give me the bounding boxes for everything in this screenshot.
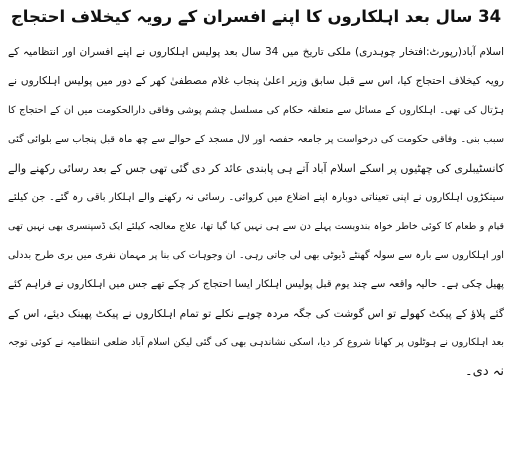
article-line: اسلام آباد(رپورٹ:افتخار چوہدری) ملکی تاریخ میں 34 سال بعد پولیس اہلکاروں نے اپنے افسران اور انتظامیہ کے bbox=[8, 46, 504, 58]
article-line: رویہ کیخلاف احتجاج کیا، اس سے قبل سابق وزیر اعلیٰ پنجاب غلام مصطفیٰ کھر کے دور میں پولیس اہلکاروں نے bbox=[8, 75, 504, 87]
article-line: گئے پلاؤ کے پیکٹ کھولے تو اس گوشت کی جگہ مردہ چوہے نکلے تو تمام اہلکاروں نے پیکٹ پھینک دیئے، اس کے bbox=[8, 307, 504, 320]
article-line: کانسٹیبلری کی چھٹیوں پر اسکے اسلام آباد آتے ہی پابندی عائد کر دی گئی تھی جس کے بعد رسائی رکھنے والے bbox=[8, 162, 504, 175]
article-line: پھیل چکی ہے۔ حالیہ واقعہ سے چند یوم قبل پولیس اہلکار ایسا احتجاج کر چکے تھے جس میں اہلکاروں نے فراہم کئے bbox=[8, 278, 504, 290]
article-line: سبب بنی۔ وفاقی حکومت کی درخواست پر جامعہ حفصہ اور لال مسجد کے حوالے سے چھ ماہ قبل پنجاب سے بلوائی گئی bbox=[8, 134, 504, 145]
article-headline: 34 سال بعد اہلکاروں کا اپنے افسران کے رویہ کیخلاف احتجاج bbox=[10, 7, 502, 26]
article-line: اور اہلکاروں سے بارہ سے سولہ گھنٹے ڈیوٹی بھی لی جاتی رہی۔ ان وجوہات کی بنا پر مہمان نفری میں بری طرح بددلی bbox=[8, 250, 504, 261]
article-line: ہڑتال کی تھی۔ اہلکاروں کے مسائل سے متعلقہ حکام کی مسلسل چشم پوشی وفاقی دارالحکومت میں ان کے احتجاج کا bbox=[8, 105, 504, 116]
article-line: قیام و طعام کا کوئی خاطر خواہ بندوبست پہلے دن سے ہی نہیں کیا گیا تھا، علاج معالجہ کیلئے ایک ڈسپنسری بھی نہیں تھی bbox=[8, 221, 504, 232]
article-line: نہ دی۔ bbox=[465, 364, 504, 379]
article-line: بعد اہلکاروں نے ہوٹلوں پر کھانا شروع کر دیا، اسکی نشاندہی بھی کی گئی لیکن اسلام آباد ضلعی انتظامیہ نے کوئی توجہ bbox=[8, 337, 504, 348]
article-body bbox=[8, 38, 504, 386]
article-line: سینکڑوں اہلکاروں نے اپنی تعیناتی دوبارہ اپنے اضلاع میں کروائی۔ رسائی نہ رکھنے والے اہلکار باقی رہ گئے۔ جن کیلئے bbox=[8, 192, 504, 203]
